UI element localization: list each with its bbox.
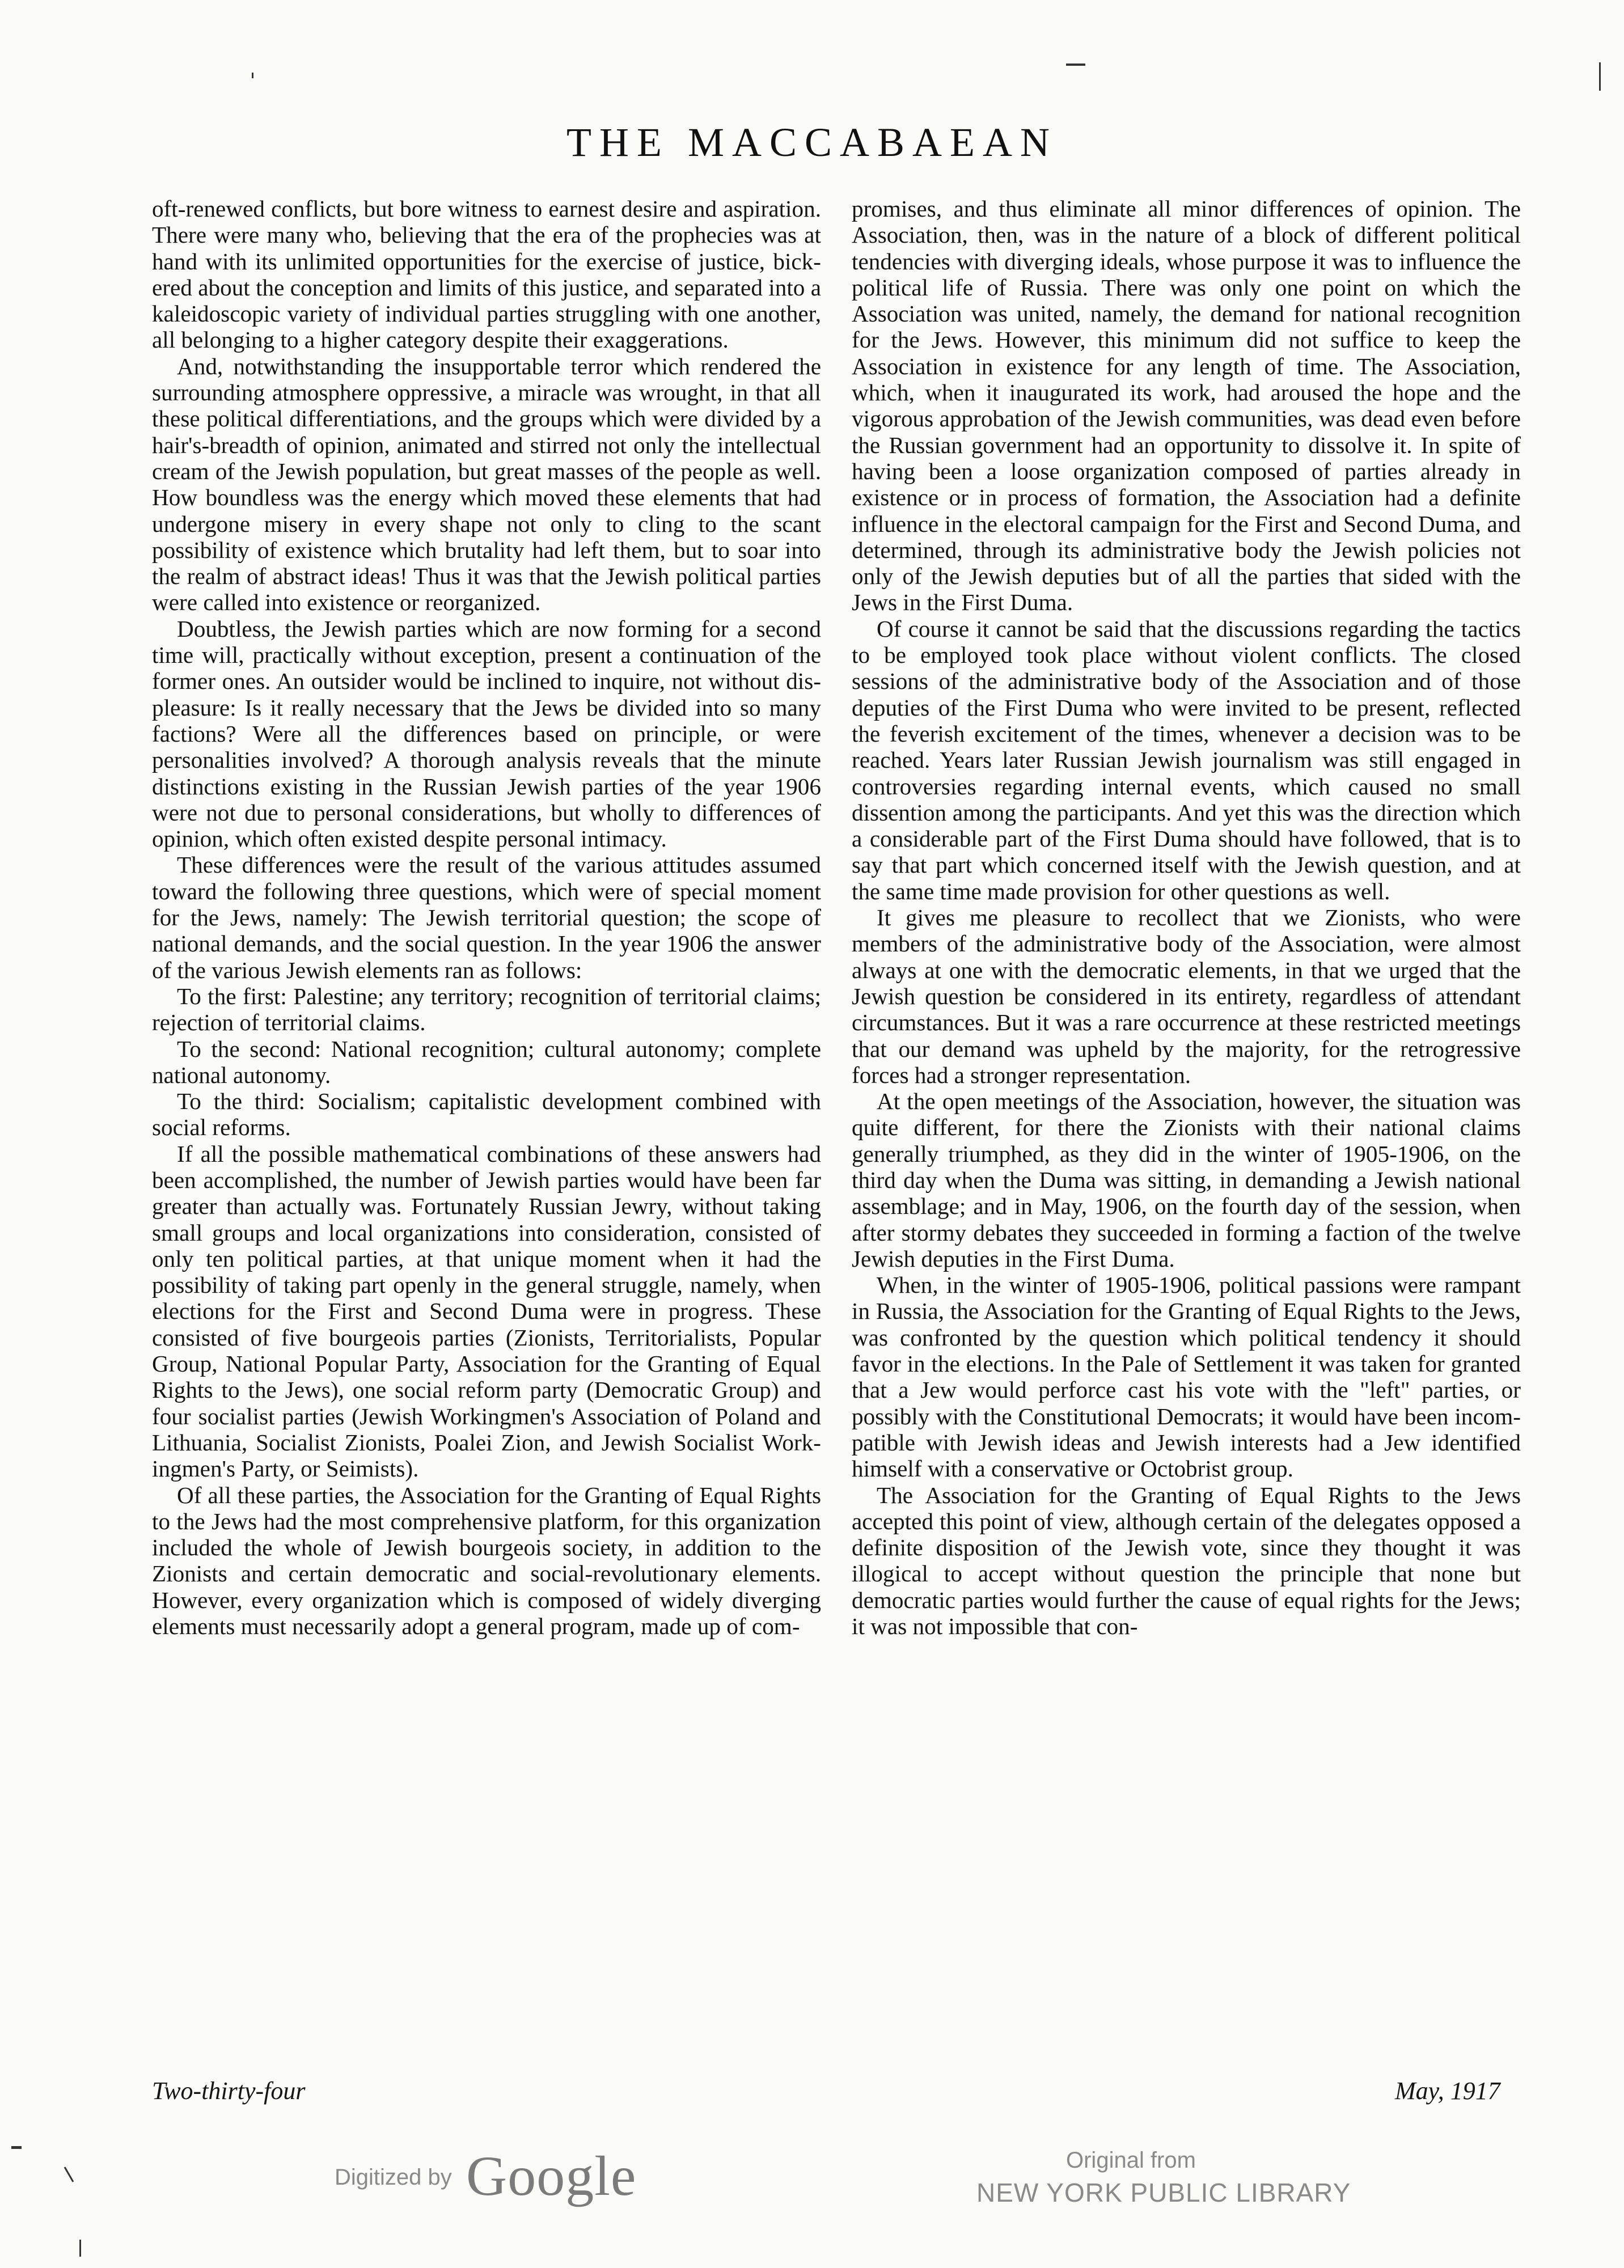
paragraph: Doubtless, the Jewish parties which are now forming for a second time will, practically without exception, present a continuation of the former ones. An outsider would be inclined to inquire, not without displeasure: Is it really necessary that the Jews be divided into so many factions? Were all the differences based on principle, or were personalities involved? A thorough analysis reveals that the minute distinctions existing in the Russian Jewish parties of the year 1906 were not due to personal considerations, but wholly to differences of opinion, which often existed despite personal intimacy. xyxy=(152,615,821,852)
page-label: Two-thirty-four xyxy=(152,2077,306,2105)
paragraph: When, in the winter of 1905-1906, political passions were rampant in Russia, the Association for the Granting of Equal Rights to the Jews, was confronted by the question which political tendency it should favor in the elections. In the Pale of Settlement it was taken for granted that a Jew would perforce cast his vote with the "left" parties, or possibly with the Constitutional Democrats; it would have been incompatible with Jewish ideas and Jewish interests had a Jew identified himself with a conservative or Octobrist group. xyxy=(852,1272,1521,1482)
paragraph: oft-renewed conflicts, but bore witness to earnest desire and aspiration. There were many who, believing that the era of the prophecies was at hand with its unlimited opportunities for the exercise of justice, bickered about the conception and limits of this justice, and separated into a kaleidoscopic variety of individual parties struggling with one another, all belonging to a higher category despite their exaggerations. xyxy=(152,196,821,353)
google-logo: Google xyxy=(466,2144,637,2207)
paragraph: To the first: Palestine; any territory; recognition of territorial claims; rejection of territorial claims. xyxy=(152,983,821,1036)
library-name: NEW YORK PUBLIC LIBRARY xyxy=(976,2178,1351,2207)
scan-mark xyxy=(252,73,253,78)
right-column xyxy=(852,196,1521,1639)
paragraph: To the second: National recognition; cultural autonomy; complete national autonomy. xyxy=(152,1035,821,1088)
paragraph: The Association for the Granting of Equal Rights to the Jews accepted this point of view, although certain of the delegates opposed a definite disposition of the Jewish vote, since they thought it was illogical to accept without question the principle that none but democratic parties would further the cause of equal rights for the Jews; it was not impossible that con- xyxy=(852,1482,1521,1640)
scan-mark xyxy=(1066,64,1085,66)
paragraph: promises, and thus eliminate all minor differences of opinion. The Association, then, was in the nature of a block of different political tendencies with diverging ideals, whose purpose it was to influence the political life of Russia. There was only one point on which the Association was united, namely, the demand for national recognition for the Jews. However, this minimum did not suffice to keep the Association in existence for any length of time. The Association, which, when it inaugurated its work, had aroused the hope and the vigorous approbation of the Jewish communities, was dead even before the Russian government had an opportunity to dissolve it. In spite of having been a loose organization composed of parties already in existence or in process of formation, the Association had a definite influence in the electoral campaign for the First and Second Duma, and determined, through its administrative body the Jewish policies not only of the Jewish deputies but of all the parties that sided with the Jews in the First Duma. xyxy=(852,196,1521,616)
paragraph: These differences were the result of the various attitudes assumed toward the following three questions, which were of special moment for the Jews, namely: The Jewish territorial question; the scope of national demands, and the social question. In the year 1906 the answer of the various Jewish elements ran as follows: xyxy=(152,852,821,983)
scan-mark xyxy=(64,2167,74,2182)
scan-mark xyxy=(1599,62,1601,91)
paragraph: It gives me pleasure to recollect that we Zionists, who were members of the administrative body of the Association, were almost always at one with the democratic elements, in that we urged that the Jewish question be considered in its entirety, regardless of attendant circumstances. But it was a rare occurrence at these restricted meetings that our demand was upheld by the majority, for the retrogressive forces had a stronger representation. xyxy=(852,904,1521,1088)
paragraph: At the open meetings of the Association, however, the situation was quite different, for there the Zionists with their national claims generally triumphed, as they did in the winter of 1905-1906, on the third day when the Duma was sitting, in demanding a Jewish national assemblage; and in May, 1906, on the fourth day of the session, when after stormy debates they succeeded in forming a faction of the twelve Jewish deputies in the First Duma. xyxy=(852,1088,1521,1272)
paragraph: To the third: Socialism; capitalistic development combined with social reforms. xyxy=(152,1088,821,1141)
scan-mark xyxy=(11,2146,22,2149)
paragraph: If all the possible mathematical combinations of these answers had been accomplished, the number of Jewish parties would have been far greater than actually was. Fortunately Russian Jewry, without taking small groups and local organizations into consideration, consisted of only ten political parties, at that unique moment when it had the possibility of taking part openly in the general struggle, namely, when elections for the First and Second Duma were in progress. These consisted of five bourgeois parties (Zionists, Territorialists, Popular Group, National Popular Party, Association for the Granting of Equal Rights to the Jews), one social reform party (Democratic Group) and four socialist parties (Jewish Workingmen's Association of Poland and Lithuania, Socialist Zionists, Poalei Zion, and Jewish Socialist Workingmen's Party, or Seimists). xyxy=(152,1140,821,1482)
issue-date: May, 1917 xyxy=(1395,2077,1500,2105)
original-from-text: Original from xyxy=(1066,2148,1196,2173)
left-column xyxy=(152,196,821,1639)
masthead: THE MACCABAEAN xyxy=(566,120,1058,165)
scan-mark xyxy=(79,2240,81,2257)
paragraph: And, notwithstanding the insupportable terror which rendered the surrounding atmosphere oppressive, a miracle was wrought, in that all these political differentiations, and the groups which were divided by a hair's-breadth of opinion, animated and stirred not only the intellectual cream of the Jewish population, but great masses of the people as well. How boundless was the energy which moved these elements that had undergone misery in every shape not only to cling to the scant possibility of existence which brutality had left them, but to soar into the realm of abstract ideas! Thus it was that the Jewish political parties were called into existence or reorganized. xyxy=(152,353,821,616)
paragraph: Of course it cannot be said that the discussions regarding the tactics to be employed took place without violent conflicts. The closed sessions of the administrative body of the Association and of those deputies of the First Duma who were invited to be present, reflected the feverish excitement of the times, whenever a decision was to be reached. Years later Russian Jewish journalism was still engaged in controversies regarding internal events, which caused no small dissention among the participants. And yet this was the direction which a considerable part of the First Duma should have followed, that is to say that part which concerned itself with the Jewish question, and at the same time made provision for other questions as well. xyxy=(852,615,1521,904)
digitized-by-text: Digitized by xyxy=(335,2165,452,2190)
paragraph: Of all these parties, the Association for the Granting of Equal Rights to the Jews had the most comprehensive platform, for this organization included the whole of Jewish bourgeois society, in addition to the Zionists and certain democratic and social-revolutionary elements. However, every organization which is composed of widely diverging elements must necessarily adopt a general program, made up of com- xyxy=(152,1482,821,1640)
